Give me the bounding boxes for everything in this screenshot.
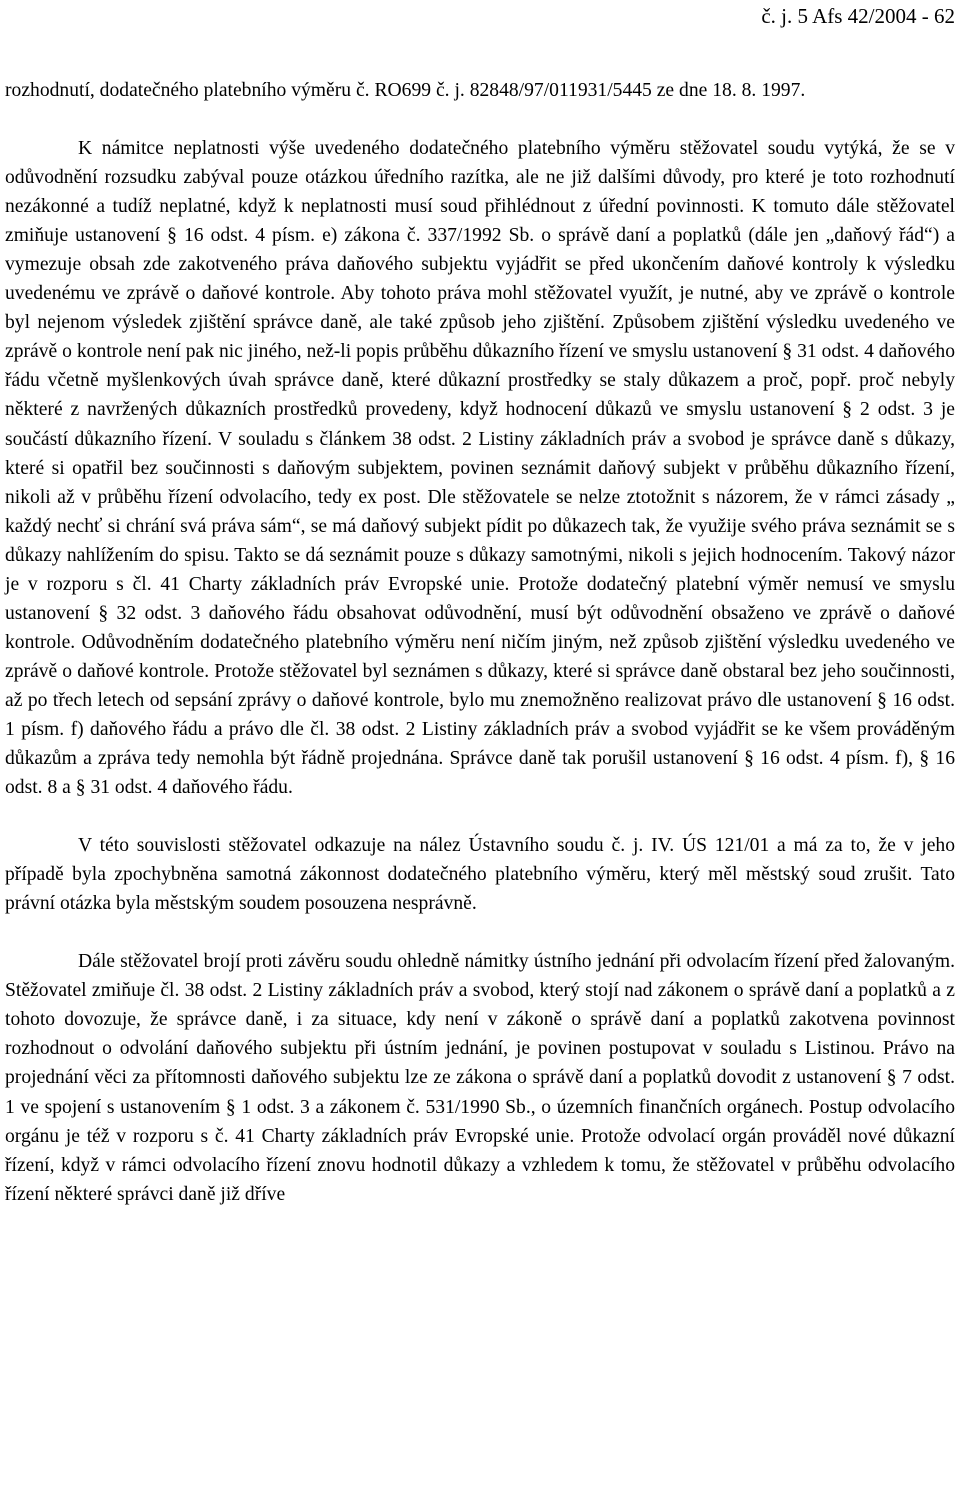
document-page xyxy=(5,0,955,1209)
paragraph-oral-hearing-objection: Dále stěžovatel brojí proti závěru soudu ohledně námitky ústního jednání při odvolacím řízení před žalovaným. Stěžovatel zmiňuje čl. 38 odst. 2 Listiny základních práv a svobod, který stojí nad zákonem o správě daní a poplatků a z tohoto dovozuje, že správce daně, i za situace, kdy není v zákoně o správě daní a poplatků zakotvena povinnost rozhodnout o odvolání daňového subjektu při ústním jednání, je povinen postupovat v souladu s Listinou. Právo na projednání věci za přítomnosti daňového subjektu lze ze zákona o správě daní a poplatků dovodit z ustanovení § 7 odst. 1 ve spojení s ustanovením § 1 odst. 3 a zákonem č. 531/1990 Sb., o územních finančních orgánech. Postup odvolacího orgánu je též v rozporu s č. 41 Charty základních práv Evropské unie. Protože odvolací orgán prováděl nové důkazní řízení, když v rámci odvolacího řízení znovu hodnotil důkazy a vzhledem k tomu, že stěžovatel v průběhu odvolacího řízení některé správci daně již dříve xyxy=(5,951,955,1205)
paragraph-constitutional-court-reference: V této souvislosti stěžovatel odkazuje na nález Ústavního soudu č. j. IV. ÚS 121/01 a má za to, že v jeho případě byla zpochybněna samotná zákonnost dodatečného platebního výměru, který měl městský soud zrušit. Tato právní otázka byla městským soudem posouzena nesprávně. xyxy=(5,835,955,915)
paragraph-invalidity-objection: K námitce neplatnosti výše uvedeného dodatečného platebního výměru stěžovatel soudu vytýká, že se v odůvodnění rozsudku zabýval pouze otázkou úředního razítka, ale ne již dalšími důvody, pro které je toto rozhodnutí nezákonné a tudíž neplatné, když k neplatnosti musí soud přihlédnout z úřední povinnosti. K tomuto dále stěžovatel zmiňuje ustanovení § 16 odst. 4 písm. e) zákona č. 337/1992 Sb. o správě daní a poplatků (dále jen „daňový řád“) a vymezuje obsah zde zakotveného práva daňového subjektu vyjádřit se před ukončením daňové kontroly k výsledku uvedenému ve zprávě o daňové kontrole. Aby tohoto práva mohl stěžovatel využít, je nutné, aby ve zprávě o kontrole byl nejenom výsledek zjištění správce daně, ale také způsob jeho zjištění. Způsobem zjištění výsledku uvedeného ve zprávě o kontrole není pak nic jiného, než-li popis průběhu důkazního řízení ve smyslu ustanovení § 31 odst. 4 daňového řádu včetně myšlenkových úvah správce daně, které důkazní prostředky se staly důkazem a proč, popř. proč nebyly některé z navržených důkazních prostředků provedeny, když hodnocení důkazů ve smyslu ustanovení § 2 odst. 3 je součástí důkazního řízení. V souladu s článkem 38 odst. 2 Listiny základních práv a svobod je správce daně s důkazy, které si opatřil bez součinnosti s daňovým subjektem, povinen seznámit daňový subjekt v průběhu důkazního řízení, nikoli až v průběhu řízení odvolacího, tedy ex post. Dle stěžovatele se nelze ztotožnit s názorem, že v rámci zásady „ každý nechť si chrání svá práva sám“, se má daňový subjekt pídit po důkazech tak, že využije svého práva seznámit se s důkazy nahlížením do spisu. Takto se dá seznámit pouze s důkazy samotnými, nikoli s jejich hodnocením. Takový názor je v rozporu s čl. 41 Charty základních práv Evropské unie. Protože dodatečný platební výměr nemusí ve smyslu ustanovení § 32 odst. 3 daňového řádu obsahovat odůvodnění, musí být odůvodnění obsaženo ve zprávě o daňové kontrole. Odůvodněním dodatečného platebního výměru není ničím jiným, než způsob zjištění výsledku uvedeného ve zprávě o daňové kontrole. Protože stěžovatel byl seznámen s důkazy, které si správce daně obstaral bez jeho součinnosti, až po třech letech od sepsání zprávy o daňové kontrole, bylo mu znemožněno realizovat právo dle ustanovení § 16 odst. 1 písm. f) daňového řádu a právo dle čl. 38 odst. 2 Listiny základních práv a svobod vyjádřit se ke všem prováděným důkazům a zpráva tedy nemohla být řádně projednána. Správce daně tak porušil ustanovení § 16 odst. 4 písm. f), § 16 odst. 8 a § 31 odst. 4 daňového řádu. xyxy=(5,138,955,799)
paragraph-continuation: rozhodnutí, dodatečného platebního výměru č. RO699 č. j. 82848/97/011931/5445 ze dne 18. 8. 1997. xyxy=(5,80,806,101)
case-reference: č. j. 5 Afs 42/2004 - 62 xyxy=(761,4,955,28)
